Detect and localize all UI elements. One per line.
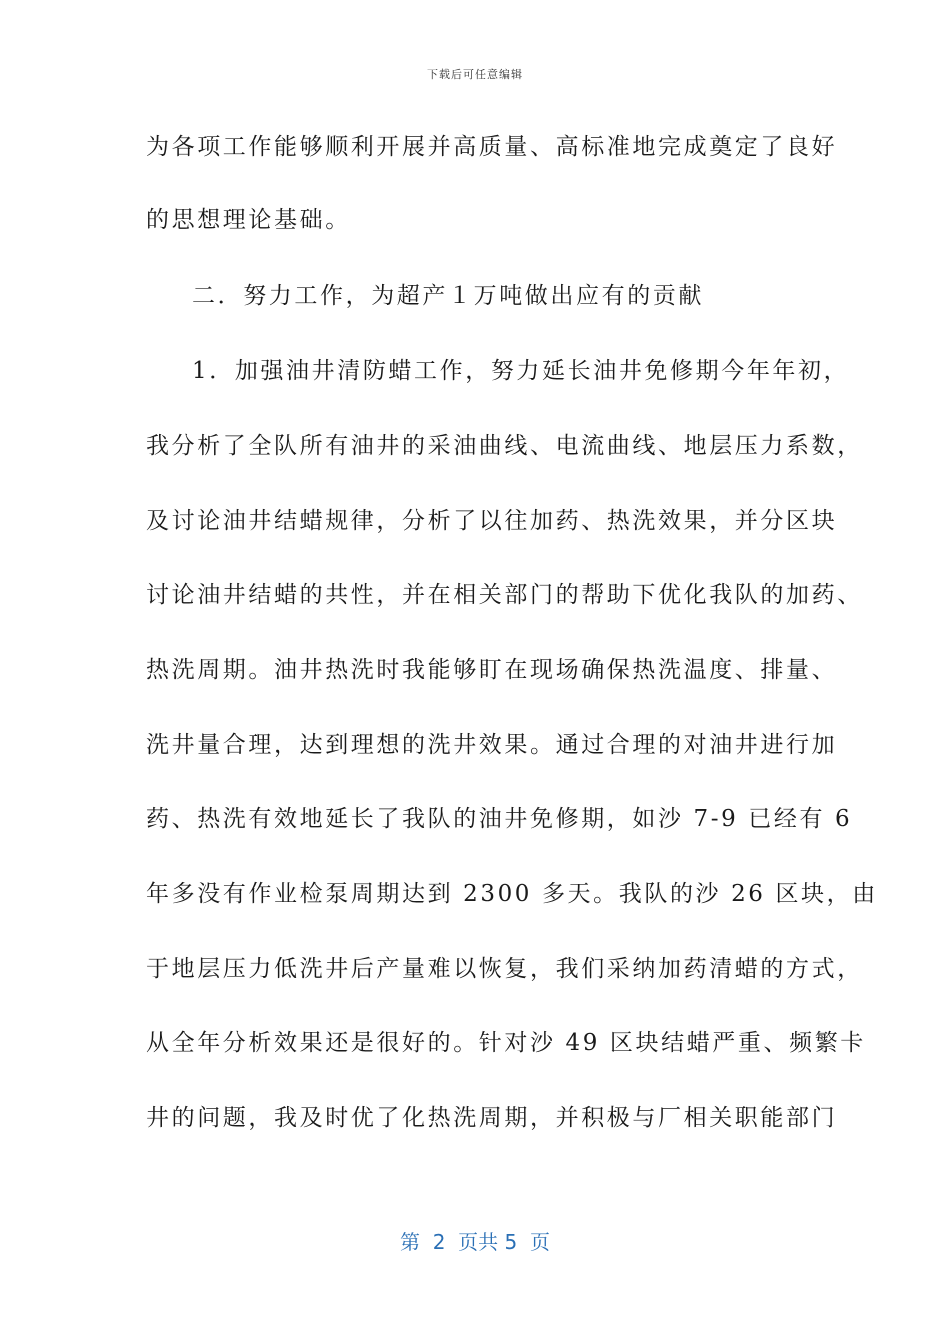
text-line: 为各项工作能够顺利开展并高质量、高标准地完成奠定了良好 <box>146 134 838 160</box>
text-line: 井的问题，我及时优了化热洗周期，并积极与厂相关职能部门 <box>146 1105 838 1131</box>
header-note: 下载后可任意编辑 <box>427 68 523 81</box>
text-line: 于地层压力低洗井后产量难以恢复，我们采纳加药清蜡的方式， <box>146 956 863 982</box>
section-heading: 二．努力工作，为超产１万吨做出应有的贡献 <box>192 283 704 309</box>
text-line: 年多没有作业检泵周期达到 2300 多天。我队的沙 26 区块，由 <box>146 881 878 907</box>
page-number: 第 2 页共 5 页 <box>400 1230 550 1254</box>
text-line: 讨论油井结蜡的共性，并在相关部门的帮助下优化我队的加药、 <box>146 582 863 608</box>
text-line: 药、热洗有效地延长了我队的油井免修期，如沙 7-9 已经有 6 <box>146 806 853 832</box>
text-line: 1．加强油井清防蜡工作，努力延长油井免修期今年年初， <box>192 358 850 384</box>
text-line: 及讨论油井结蜡规律，分析了以往加药、热洗效果，并分区块 <box>146 508 838 534</box>
text-line: 热洗周期。油井热洗时我能够盯在现场确保热洗温度、排量、 <box>146 657 838 683</box>
text-line: 的思想理论基础。 <box>146 207 351 233</box>
text-line: 我分析了全队所有油井的采油曲线、电流曲线、地层压力系数， <box>146 433 863 459</box>
text-line: 从全年分析效果还是很好的。针对沙 49 区块结蜡严重、频繁卡 <box>146 1030 866 1056</box>
text-line: 洗井量合理，达到理想的洗井效果。通过合理的对油井进行加 <box>146 732 838 758</box>
